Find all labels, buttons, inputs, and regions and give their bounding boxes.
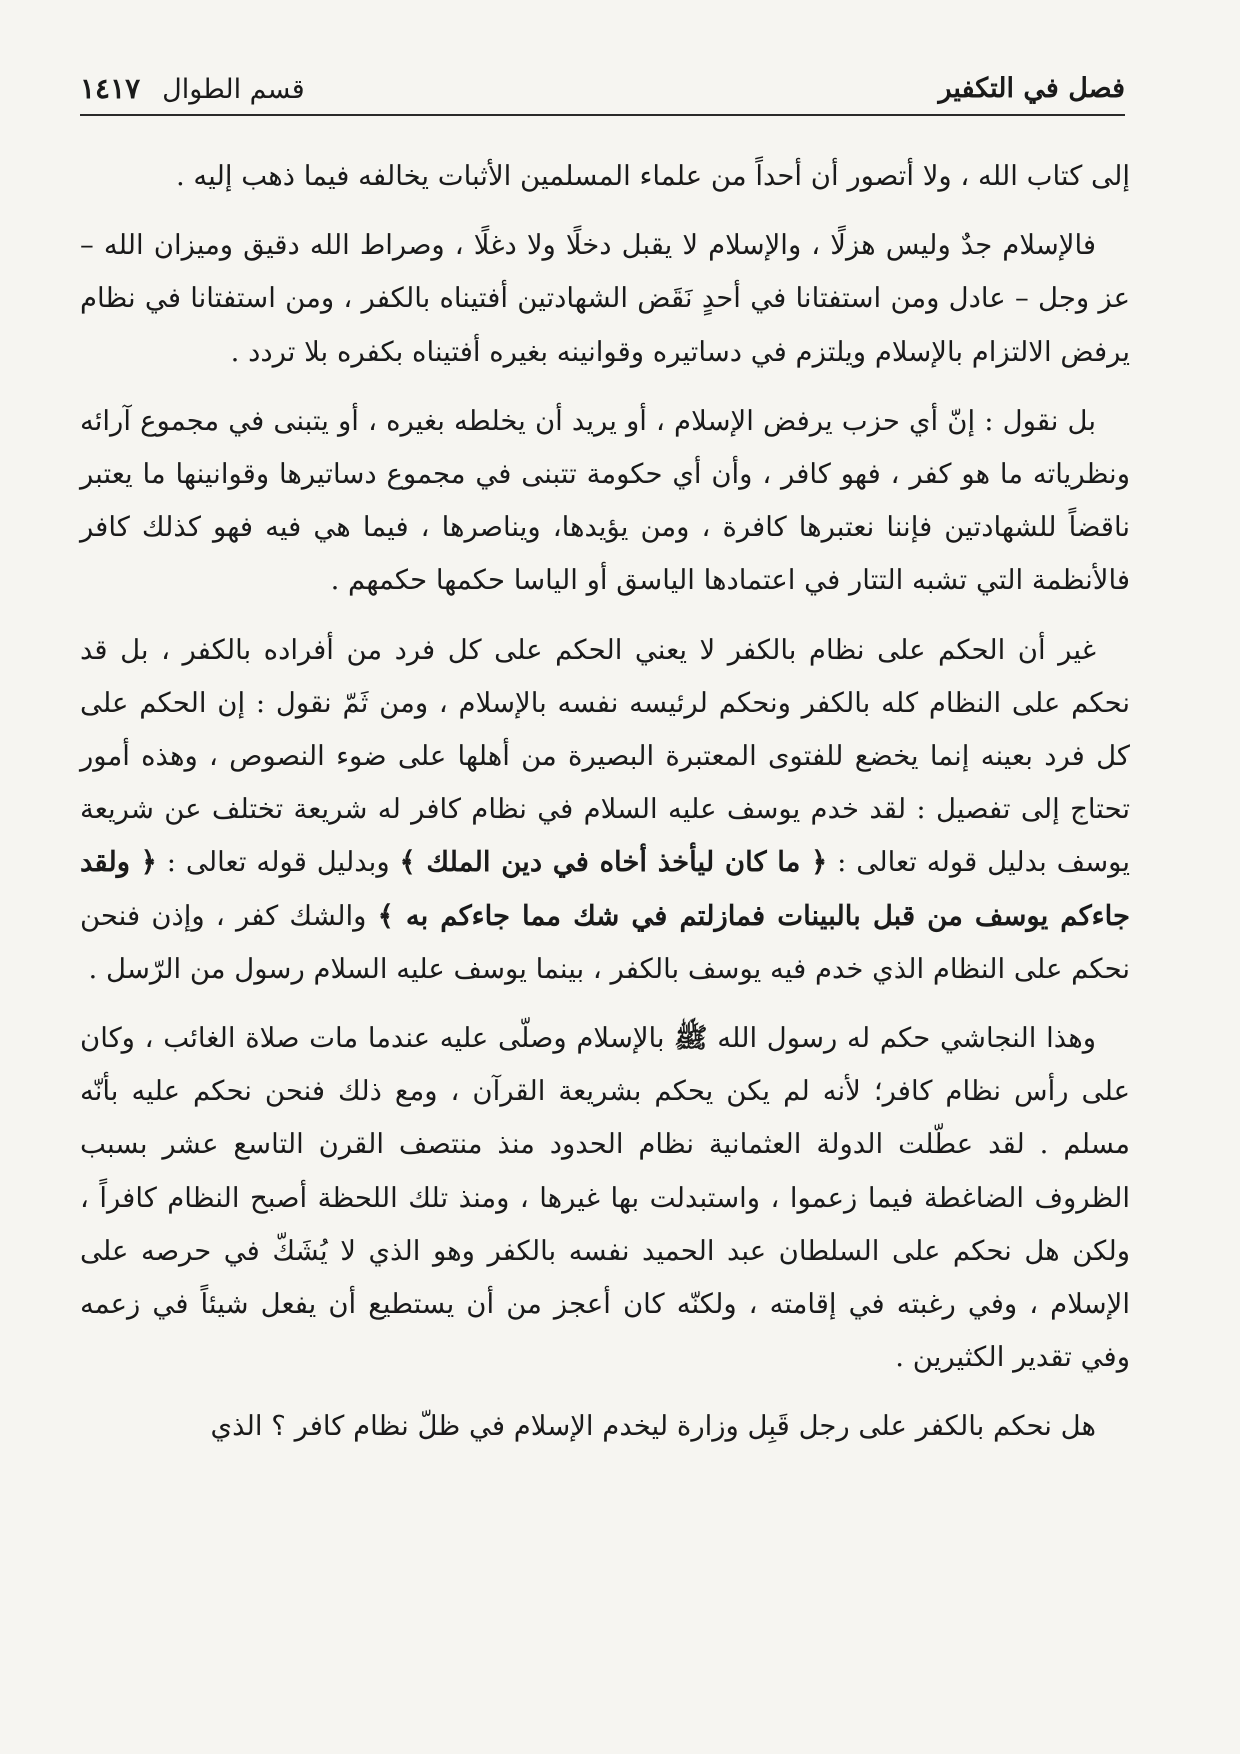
header-meta	[80, 72, 305, 105]
paragraph-5	[80, 1012, 1130, 1384]
paragraph-4-text-a: غير أن الحكم على نظام بالكفر لا يعني الحكم على كل فرد من أفراده بالكفر ، بل قد نحكم على النظام كله بالكفر ونحكم لرئيسه نفسه بالإسلام ، ومن ثَمّ نقول : إن الحكم على كل فرد بعينه إنما يخضع للفتوى المعتبرة البصيرة من أهلها على ضوء النصوص ، وهذه أمور تحتاج إلى تفصيل : لقد خدم يوسف عليه السلام في نظام كافر له شريعة تختلف عن شريعة يوسف بدليل قوله تعالى :	[80, 633, 1130, 879]
quran-quote-1: ﴿ ما كان ليأخذ أخاه في دين الملك ﴾	[399, 846, 828, 879]
paragraph-5-text-a: وهذا النجاشي حكم له رسول الله	[707, 1022, 1096, 1055]
paragraph-1: إلى كتاب الله ، ولا أتصور أن أحداً من علماء المسلمين الأثبات يخالفه فيما ذهب إليه .	[175, 160, 1130, 192]
running-header	[80, 62, 1125, 116]
paragraph-4-text-b: وبدليل قوله تعالى :	[156, 846, 400, 879]
section-name: قسم الطوال	[162, 73, 305, 105]
honorific-ligature: ﷺ	[674, 1022, 708, 1055]
chapter-title: فصل في التكفير	[938, 72, 1125, 104]
paragraph-3: بل نقول : إنّ أي حزب يرفض الإسلام ، أو يريد أن يخلطه بغيره ، أو يتبنى في مجموع آرائه ونظرياته ما هو كفر ، فهو كافر ، وأن أي حكومة تتبنى في مجموع دساتيرها وقوانينها ما يعتبر ناقضاً للشهادتين فإننا نعتبرها كافرة ، ومن يؤيدها، ويناصرها ، فيما هي فيه فهو كذلك كافر فالأنظمة التي تشبه التتار في اعتمادها الياسق أو الياسا حكمها حكمهم .	[80, 404, 1130, 597]
quran-quote-2: ﴿ ولقد جاءكم يوسف من قبل بالبينات فمازلتم في شك مما جاءكم به ﴾	[80, 846, 1130, 932]
paragraph-6: هل نحكم بالكفر على رجل قَبِل وزارة ليخدم الإسلام في ظلّ نظام كافر ؟ الذي	[210, 1410, 1096, 1443]
page-number: ١٤١٧	[80, 71, 141, 105]
paragraph-2: فالإسلام جدٌ وليس هزلًا ، والإسلام لا يقبل دخلًا ولا دغلًا ، وصراط الله دقيق وميزان الله – عز وجل – عادل ومن استفتانا في أحدٍ نَقَض الشهادتين أفتيناه بالكفر ، ومن استفتانا في نظام يرفض الالتزام بالإسلام ويلتزم في دساتيره وقوانينه بغيره أفتيناه بكفره بلا تردد .	[80, 229, 1130, 368]
body-text	[80, 150, 1130, 1470]
paragraph-4	[80, 624, 1130, 996]
paragraph-4-text-c: والشك كفر ، وإذن فنحن نحكم على النظام الذي خدم فيه يوسف بالكفر ، بينما يوسف عليه السلام رسول من الرّسل .	[80, 899, 1130, 985]
paragraph-5-text-b: بالإسلام وصلّى عليه عندما مات صلاة الغائب ، وكان على رأس نظام كافر؛ لأنه لم يكن يحكم بشريعة القرآن ، ومع ذلك فنحن نحكم عليه بأنّه مسلم . لقد عطّلت الدولة العثمانية نظام الحدود منذ منتصف القرن التاسع عشر بسبب الظروف الضاغطة فيما زعموا ، واستبدلت بها غيرها ، ومنذ تلك اللحظة أصبح النظام كافراً ، ولكن هل نحكم على السلطان عبد الحميد نفسه بالكفر وهو الذي لا يُشَكّ في حرصه على الإسلام ، وفي رغبته في إقامته ، ولكنّه كان أعجز من أن يستطيع أن يفعل شيئاً في زعمه وفي تقدير الكثيرين .	[80, 1022, 1130, 1374]
